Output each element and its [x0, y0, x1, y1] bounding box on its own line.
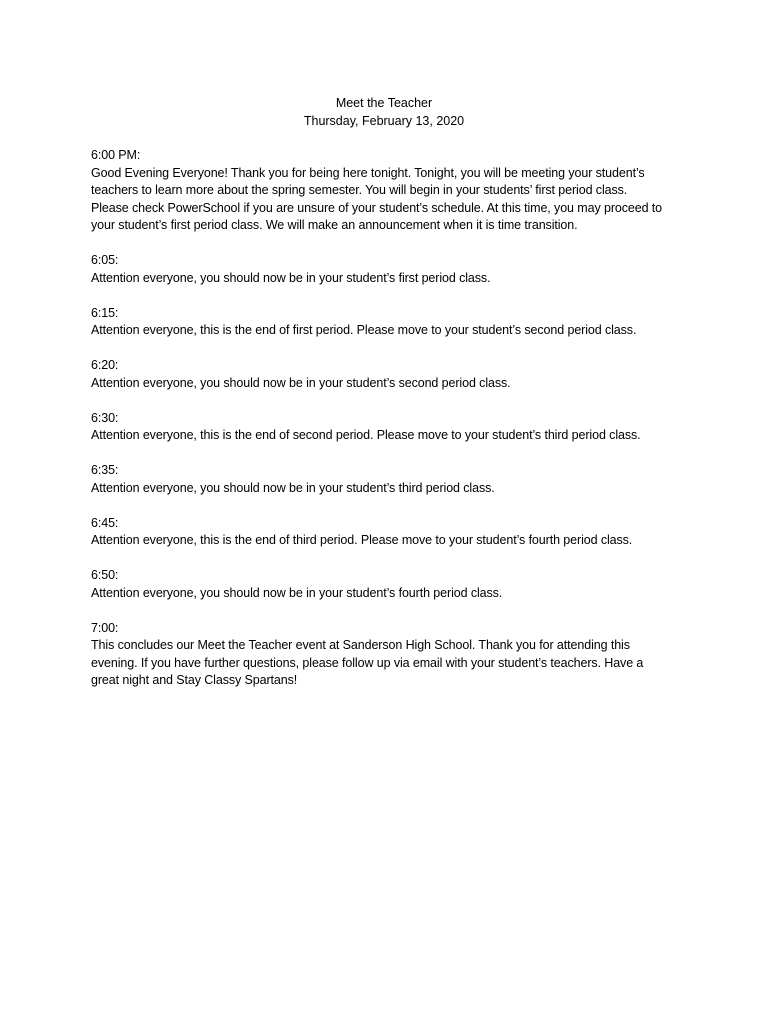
schedule-entry	[91, 515, 691, 550]
entry-text: Attention everyone, you should now be in your student’s third period class.	[91, 480, 495, 495]
document-header	[0, 94, 768, 130]
schedule-entry	[91, 305, 691, 340]
entry-time: 6:05:	[91, 253, 119, 267]
entry-text: Attention everyone, this is the end of second period. Please move to your student’s third period class.	[91, 428, 641, 442]
entry-time: 6:45:	[91, 515, 119, 530]
entry-text: Good Evening Everyone! Thank you for being here tonight. Tonight, you will be meeting your student’s teachers to learn more about the spring semester. You will begin in your students’ first period class. Please check PowerSchool if you are unsure of your student’s schedule. At this time, you may proceed to your student’s first period class. We will make an announcement when it is time transition.	[91, 165, 663, 232]
entry-time: 6:35:	[91, 463, 119, 477]
schedule-entry	[91, 357, 691, 392]
entry-time: 7:00:	[91, 620, 119, 635]
schedule-entry	[91, 252, 691, 287]
entry-time: 6:15:	[91, 305, 119, 320]
entry-text: Attention everyone, this is the end of third period. Please move to your student’s fourth period class.	[91, 533, 633, 547]
entry-text: Attention everyone, this is the end of first period. Please move to your student’s second period class.	[91, 323, 637, 337]
entry-text: Attention everyone, you should now be in your student’s first period class.	[91, 270, 491, 285]
schedule-entry	[91, 462, 691, 497]
schedule-body	[91, 147, 691, 707]
schedule-entry	[91, 147, 691, 235]
schedule-entry	[91, 410, 691, 445]
entry-text: Attention everyone, you should now be in your student’s fourth period class.	[91, 585, 503, 600]
schedule-entry	[91, 567, 691, 602]
entry-time: 6:30:	[91, 410, 119, 425]
entry-time: 6:00 PM:	[91, 148, 141, 162]
entry-time: 6:20:	[91, 358, 119, 372]
entry-text: This concludes our Meet the Teacher event at Sanderson High School. Thank you for attending this evening. If you have further questions, please follow up via email with your student’s teachers. Have a great night and Stay Classy Spartans!	[91, 638, 644, 687]
document-date: Thursday, February 13, 2020	[303, 114, 465, 128]
entry-time: 6:50:	[91, 568, 119, 582]
document-title: Meet the Teacher	[335, 96, 433, 110]
schedule-entry	[91, 620, 691, 690]
entry-text: Attention everyone, you should now be in your student’s second period class.	[91, 375, 511, 390]
